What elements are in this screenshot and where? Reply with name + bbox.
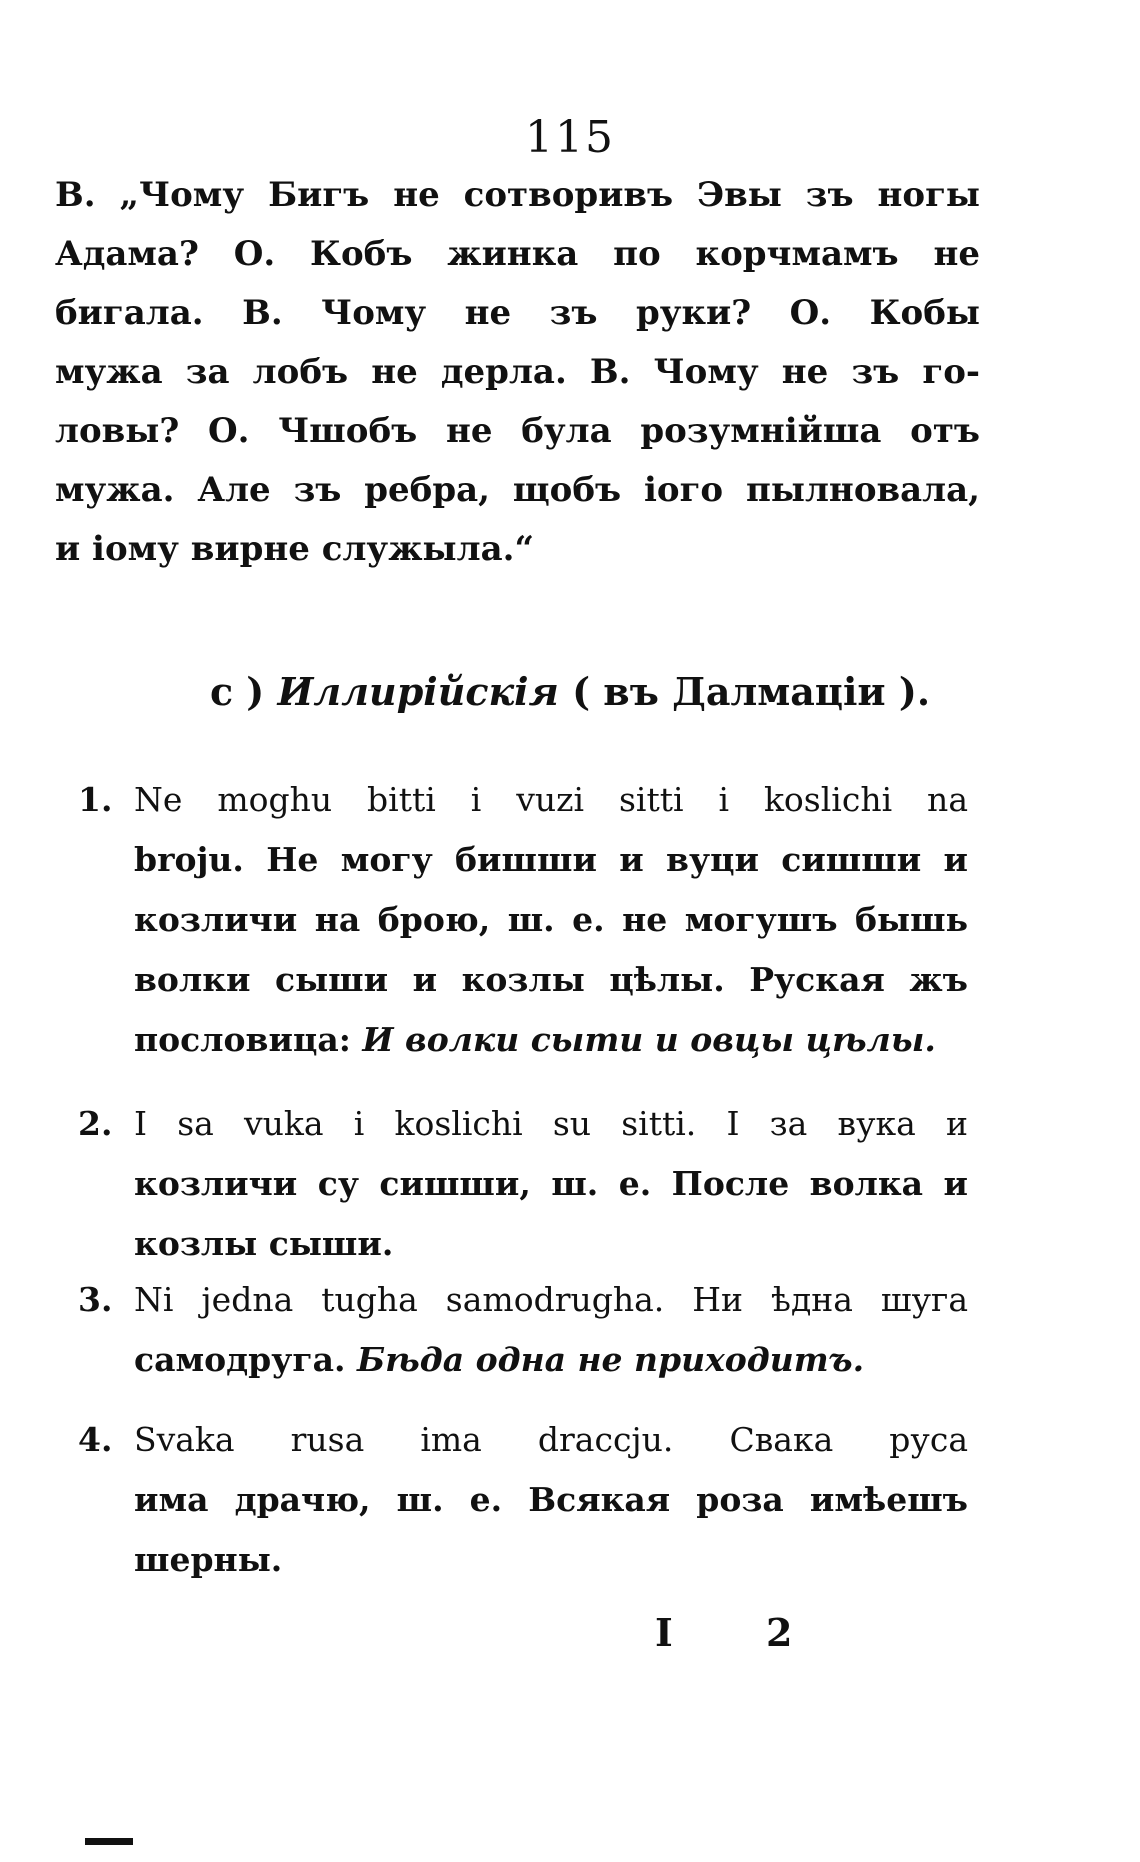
proverb-item-1 <box>78 770 968 1070</box>
dialogue-line: мужа за лобъ не дерла. В. Чому не зъ го- <box>55 352 980 392</box>
dialogue-line: бигала. В. Чому не зъ руки? О. Кобы <box>55 293 980 333</box>
proverb-line: broju. Не могу бишши и вуци сишши и <box>134 840 968 879</box>
section-subtitle: ( въ Далмаціи ). <box>572 669 931 714</box>
proverb-line: козличи су сишши, ш. е. После волка и <box>134 1164 968 1203</box>
proverb-translation: Бѣда одна не приходитъ. <box>356 1340 865 1379</box>
proverb-text: Ne moghu bitti i vuzi sitti i koslichi na <box>134 780 968 819</box>
item-number: 1. <box>78 780 113 819</box>
dialogue-line: и іому вирне служыла.“ <box>55 529 535 569</box>
proverb-line: козличи на брою, ш. е. не могушъ бышь <box>134 900 968 939</box>
item-number: 2. <box>78 1104 113 1143</box>
proverb-text: Ni jedna tugha samodrugha. Ни ѣдна шуга <box>134 1280 968 1319</box>
proverb-text: пословица: <box>134 1020 351 1059</box>
dialogue-line: В. „Чому Бигъ не сотворивъ Эвы зъ ногы <box>55 175 980 215</box>
dialogue-line: мужа. Але зъ ребра, щобъ іого пылновала, <box>55 470 980 510</box>
proverb-line <box>78 770 968 830</box>
proverb-item-4 <box>78 1410 968 1590</box>
ink-mark <box>85 1838 133 1845</box>
proverb-line: има драчю, ш. е. Всякая роза имѣешъ <box>134 1480 968 1519</box>
proverb-translation: И волки сыти и овцы цѣлы. <box>362 1020 936 1059</box>
proverb-line <box>78 1270 968 1330</box>
section-letter: c ) <box>209 669 265 714</box>
proverb-text: I sa vuka i koslichi su sitti. I за вука и <box>134 1104 968 1143</box>
proverb-line: козлы сыши. <box>134 1224 394 1263</box>
signature-mark: I 2 <box>655 1610 833 1655</box>
page-number: 115 <box>525 112 615 163</box>
proverb-line <box>78 1330 968 1390</box>
item-number: 3. <box>78 1280 113 1319</box>
proverb-line <box>78 1010 968 1070</box>
section-title: Иллирійскія <box>277 669 559 714</box>
proverb-line <box>78 1410 968 1470</box>
dialogue-line: ловы? О. Чшобъ не була розумнійша отъ <box>55 411 980 451</box>
proverb-item-3 <box>78 1270 968 1390</box>
dialogue-line: Адама? О. Кобъ жинка по корчмамъ не <box>55 234 980 274</box>
proverb-item-2 <box>78 1094 968 1274</box>
section-heading <box>0 662 1140 722</box>
dialogue-paragraph <box>55 166 980 579</box>
proverb-line: шерны. <box>134 1540 283 1579</box>
proverb-line: волки сыши и козлы цѣлы. Руская жъ <box>134 960 968 999</box>
proverb-text: самодруга. <box>134 1340 346 1379</box>
proverb-text: Svaka rusa ima draccju. Свака руса <box>134 1420 968 1459</box>
proverb-line <box>78 1094 968 1154</box>
item-number: 4. <box>78 1420 113 1459</box>
